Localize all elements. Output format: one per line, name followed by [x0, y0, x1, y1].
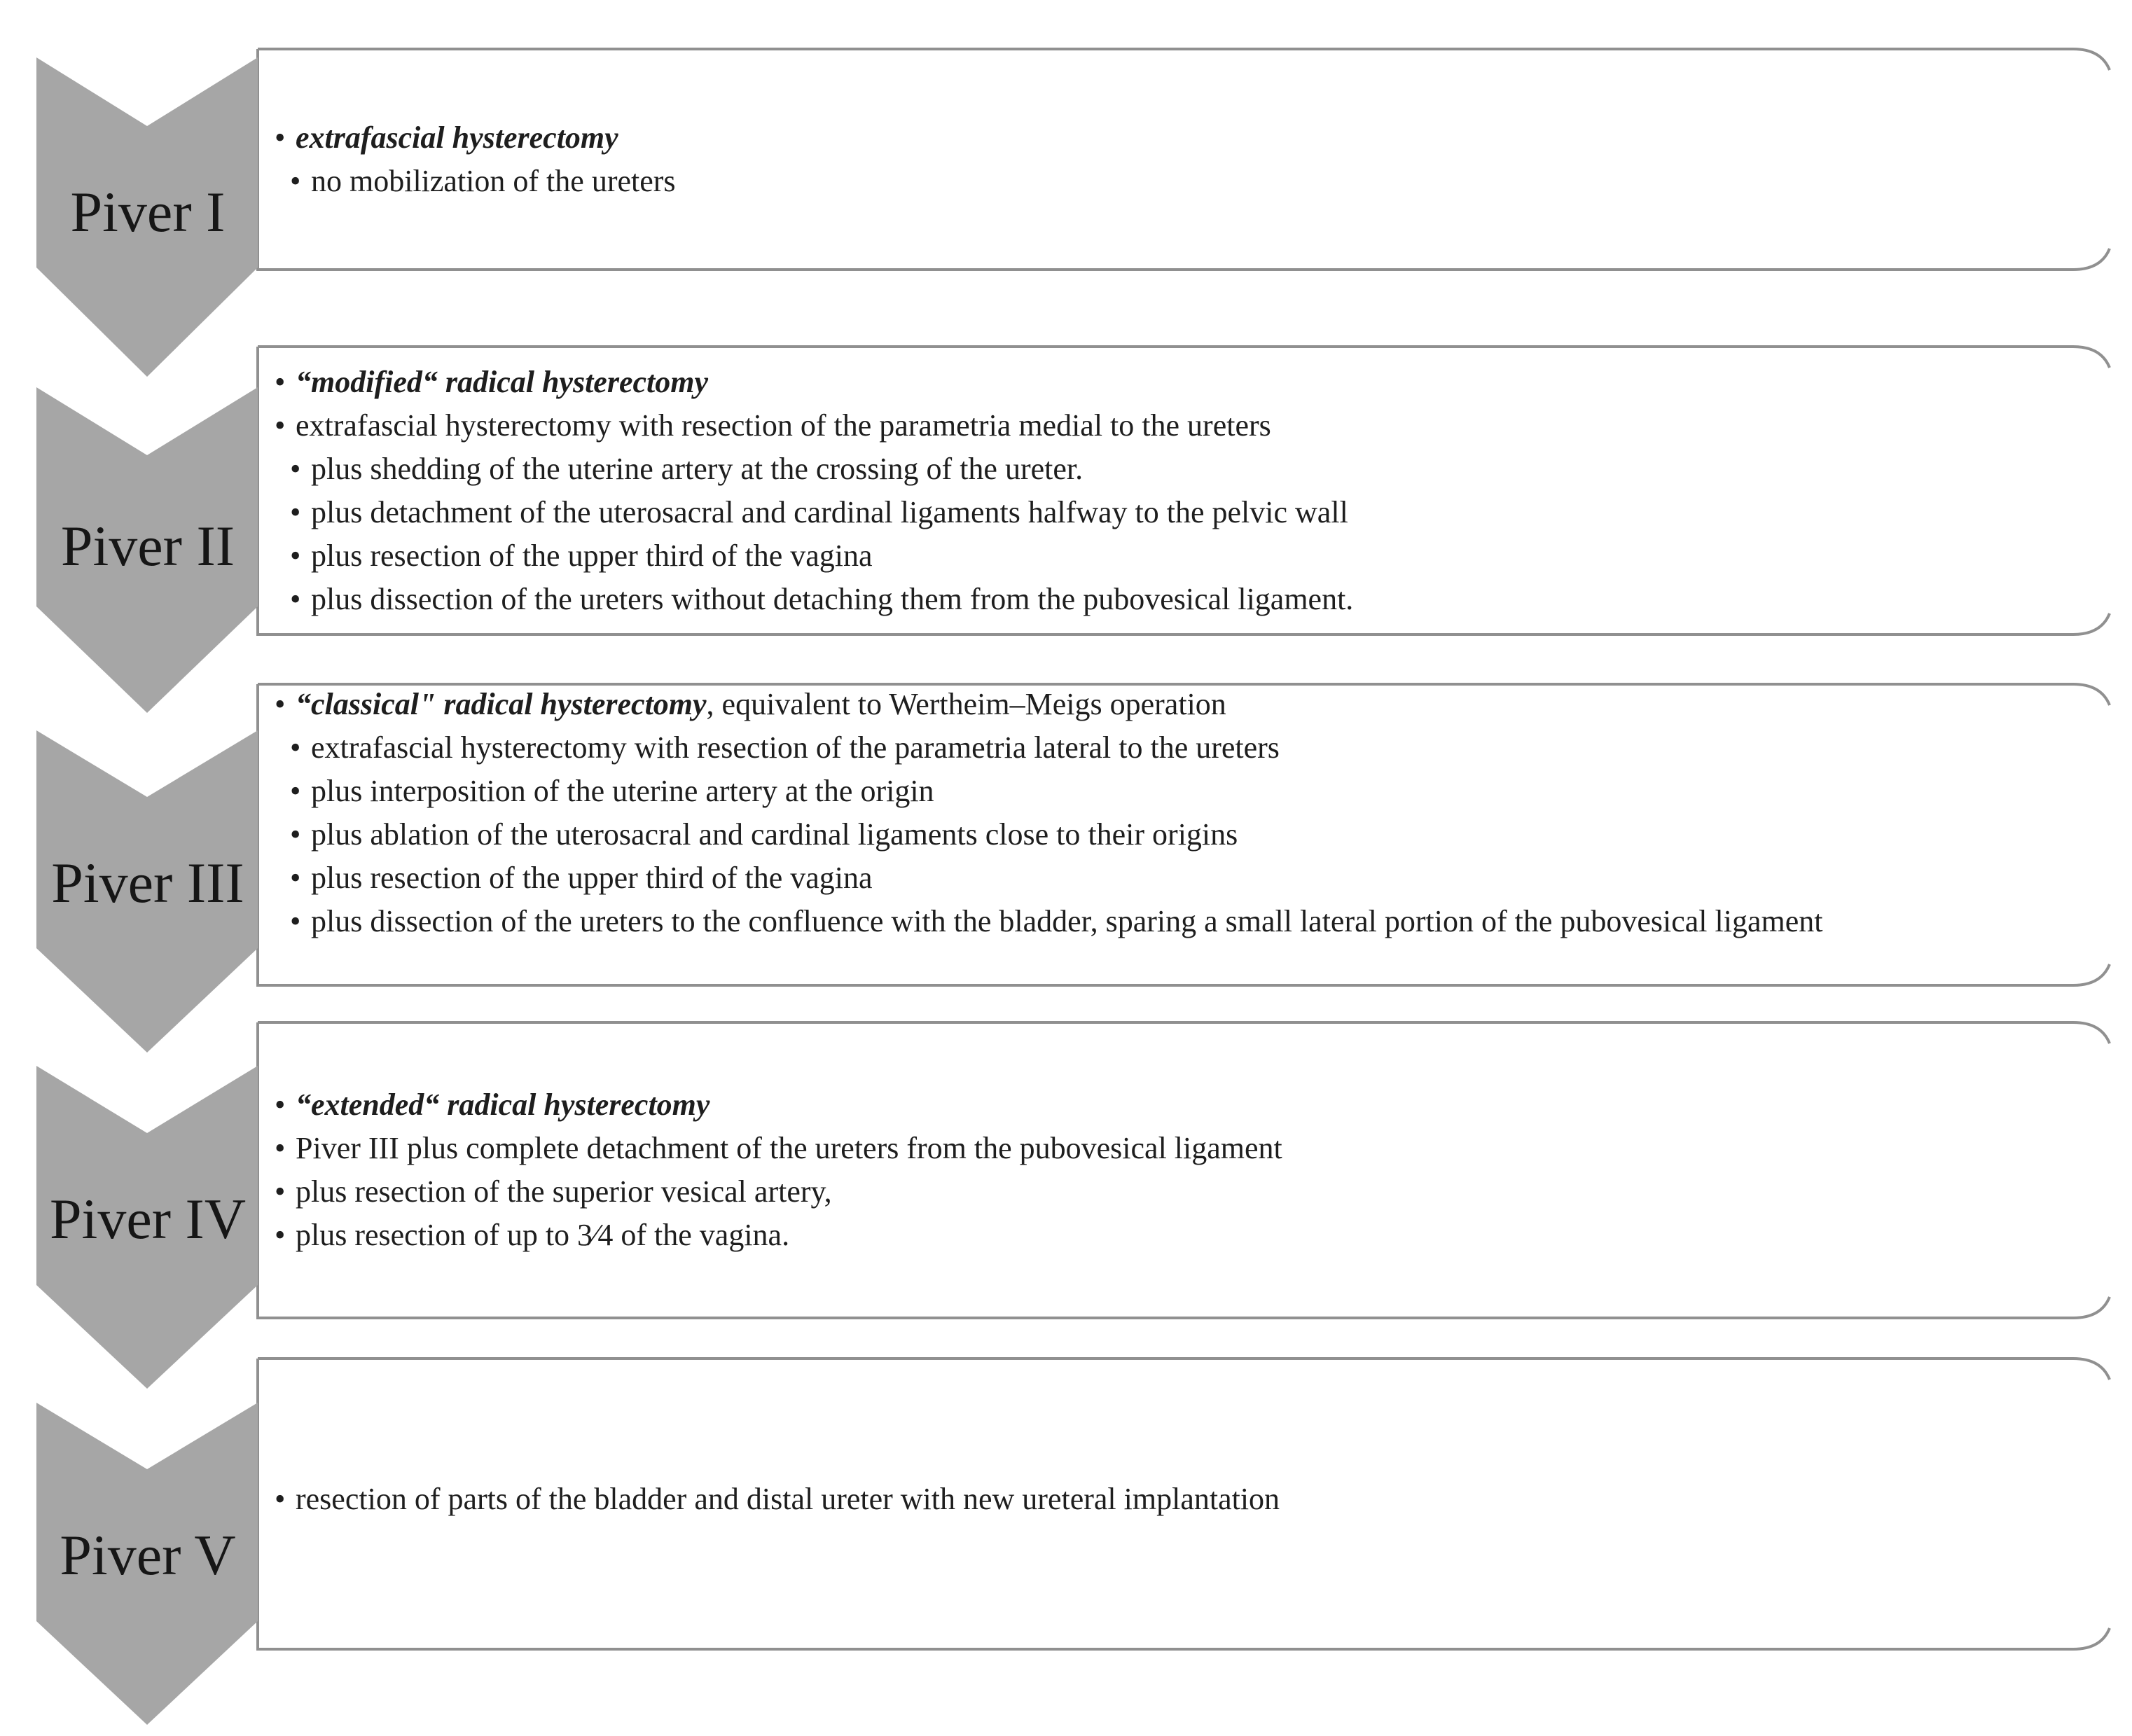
item-text: plus resection of the upper third of the vagina	[311, 861, 873, 895]
item-text: extrafascial hysterectomy with resection of the parametria medial to the ureters	[296, 408, 1271, 443]
level-label-piver-3: Piver III	[51, 851, 244, 915]
item-text: plus resection of the upper third of the vagina	[311, 539, 873, 573]
list-item	[290, 491, 2068, 534]
card-text-piver-2	[275, 361, 2068, 621]
list-item	[290, 813, 2068, 856]
item-text: resection of parts of the bladder and distal ureter with new ureteral implantation	[296, 1482, 1280, 1516]
list-item	[275, 1478, 2068, 1521]
card-text-piver-1	[275, 116, 2068, 203]
list-item	[275, 683, 2068, 726]
list-item	[275, 1170, 2068, 1214]
list-item	[275, 1083, 2068, 1127]
item-text: plus interposition of the uterine artery at the origin	[311, 774, 934, 808]
level-label-piver-2: Piver II	[60, 514, 235, 578]
level-label-piver-1: Piver I	[70, 180, 226, 244]
list-item	[290, 534, 2068, 578]
card-text-piver-5	[275, 1478, 2068, 1521]
list-item	[290, 770, 2068, 813]
item-text: plus resection of the superior vesical artery,	[296, 1174, 832, 1209]
item-highlight: “extended“ radical hysterectomy	[296, 1088, 710, 1122]
item-text: plus resection of up to 3⁄4 of the vagina.	[296, 1218, 790, 1252]
item-text: Piver III plus complete detachment of the ureters from the pubovesical ligament	[296, 1131, 1282, 1165]
list-item	[275, 1214, 2068, 1257]
item-text: no mobilization of the ureters	[311, 164, 676, 198]
item-text: plus dissection of the ureters to the confluence with the bladder, sparing a small lateral portion of the pubovesical ligament	[311, 904, 1823, 938]
card-text-piver-3	[275, 683, 2068, 939]
item-highlight: “modified“ radical hysterectomy	[296, 365, 708, 399]
card-text-piver-4	[275, 1083, 2068, 1257]
list-item	[290, 160, 2068, 203]
list-item	[290, 904, 2068, 939]
item-text: plus shedding of the uterine artery at the crossing of the ureter.	[311, 452, 1084, 486]
list-item	[275, 404, 2068, 447]
item-text: extrafascial hysterectomy with resection of the parametria lateral to the ureters	[311, 730, 1280, 765]
list-item	[275, 1127, 2068, 1170]
list-item	[290, 856, 2068, 900]
list-item	[290, 447, 2068, 491]
item-text: , equivalent to Wertheim–Meigs operation	[706, 687, 1226, 721]
item-highlight: extrafascial hysterectomy	[296, 120, 618, 155]
list-item	[275, 116, 2068, 160]
item-text: plus ablation of the uterosacral and cardinal ligaments close to their origins	[311, 817, 1238, 852]
list-item	[290, 578, 2068, 621]
list-item	[275, 361, 2068, 404]
item-text: plus dissection of the ureters without detaching them from the pubovesical ligament.	[311, 582, 1354, 616]
level-label-piver-5: Piver V	[60, 1523, 236, 1587]
item-text: plus detachment of the uterosacral and cardinal ligaments halfway to the pelvic wall	[311, 495, 1348, 529]
level-label-piver-4: Piver IV	[49, 1187, 247, 1251]
item-highlight: “classical" radical hysterectomy	[296, 687, 707, 721]
list-item	[290, 726, 2068, 770]
